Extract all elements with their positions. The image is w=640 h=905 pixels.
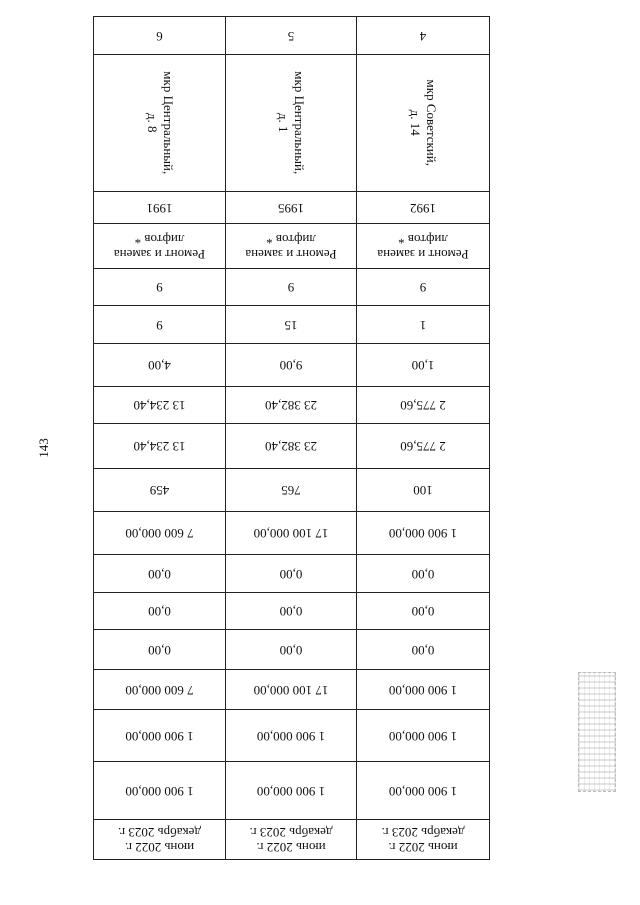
- cell-period: июнь 2022 г. декабрь 2023 г.: [226, 820, 357, 860]
- table-cell: 0,00: [357, 555, 490, 593]
- page-number: 143: [35, 438, 51, 458]
- table-cell: 0,00: [94, 630, 226, 670]
- table-row: [94, 306, 490, 344]
- table-cell: 1 900 000,00: [94, 710, 226, 762]
- table-cell: 0,00: [357, 630, 490, 670]
- table-row: [94, 670, 490, 710]
- table-cell: 459: [94, 469, 226, 512]
- table-wrapper: [94, 28, 490, 860]
- scan-stamp-mark: [578, 672, 616, 792]
- table-cell: 0,00: [357, 593, 490, 630]
- table-cell: 1 900 000,00: [226, 762, 357, 820]
- table-cell: 23 382,40: [226, 387, 357, 424]
- table-row: [94, 710, 490, 762]
- table-cell: 1: [357, 306, 490, 344]
- cell-work-type: Ремонт и замена лифтов *: [357, 224, 490, 269]
- table-cell: 4,00: [94, 344, 226, 387]
- table-row-address: [94, 55, 490, 192]
- table-cell: 0,00: [94, 593, 226, 630]
- table-cell: 0,00: [226, 630, 357, 670]
- table-cell: 17 100 000,00: [226, 512, 357, 555]
- cell-address: мкр Центральный, д. 8: [94, 55, 226, 192]
- table-row: [94, 630, 490, 670]
- table-cell: 0,00: [94, 555, 226, 593]
- table-cell: 100: [357, 469, 490, 512]
- cell-number: 6: [94, 17, 226, 55]
- table-cell: 1 900 000,00: [357, 670, 490, 710]
- cell-work-type: Ремонт и замена лифтов *: [94, 224, 226, 269]
- cell-address: мкр Советский, д. 14: [357, 55, 490, 192]
- table-row: [94, 512, 490, 555]
- table-row: [94, 387, 490, 424]
- table-row: [94, 469, 490, 512]
- table-row: [94, 762, 490, 820]
- table-cell: 7 600 000,00: [94, 512, 226, 555]
- table-row: [94, 269, 490, 306]
- table-cell: 0,00: [226, 593, 357, 630]
- cell-period: июнь 2022 г. декабрь 2023 г.: [94, 820, 226, 860]
- table-cell: 23 382,40: [226, 424, 357, 469]
- table-cell: 2 775,60: [357, 387, 490, 424]
- table-cell: 0,00: [226, 555, 357, 593]
- table-cell: 1 900 000,00: [357, 710, 490, 762]
- table-row-period: [94, 820, 490, 860]
- table-row: [94, 424, 490, 469]
- table-cell: 13 234,40: [94, 424, 226, 469]
- cell-address: мкр Центральный, д. 1: [226, 55, 357, 192]
- table-cell: 9: [94, 269, 226, 306]
- table-row: [94, 344, 490, 387]
- cell-work-type: Ремонт и замена лифтов *: [226, 224, 357, 269]
- cell-period: июнь 2022 г. декабрь 2023 г.: [357, 820, 490, 860]
- table-row-year: [94, 192, 490, 224]
- table-cell: 765: [226, 469, 357, 512]
- table-cell: 1,00: [357, 344, 490, 387]
- table-cell: 1 900 000,00: [226, 710, 357, 762]
- table-cell: 17 100 000,00: [226, 670, 357, 710]
- table-cell: 9: [94, 306, 226, 344]
- repair-table: [93, 16, 490, 860]
- table-row-number: [94, 17, 490, 55]
- table-row: [94, 555, 490, 593]
- table-cell: 1 900 000,00: [94, 762, 226, 820]
- cell-number: 5: [226, 17, 357, 55]
- table-cell: 9: [357, 269, 490, 306]
- table-cell: 2 775,60: [357, 424, 490, 469]
- table-row: [94, 593, 490, 630]
- table-cell: 9,00: [226, 344, 357, 387]
- cell-year: 1995: [226, 192, 357, 224]
- table-row-work-type: [94, 224, 490, 269]
- cell-year: 1992: [357, 192, 490, 224]
- table-cell: 9: [226, 269, 357, 306]
- table-cell: 7 600 000,00: [94, 670, 226, 710]
- cell-number: 4: [357, 17, 490, 55]
- cell-year: 1991: [94, 192, 226, 224]
- table-cell: 1 900 000,00: [357, 762, 490, 820]
- table-cell: 15: [226, 306, 357, 344]
- table-cell: 13 234,40: [94, 387, 226, 424]
- table-cell: 1 900 000,00: [357, 512, 490, 555]
